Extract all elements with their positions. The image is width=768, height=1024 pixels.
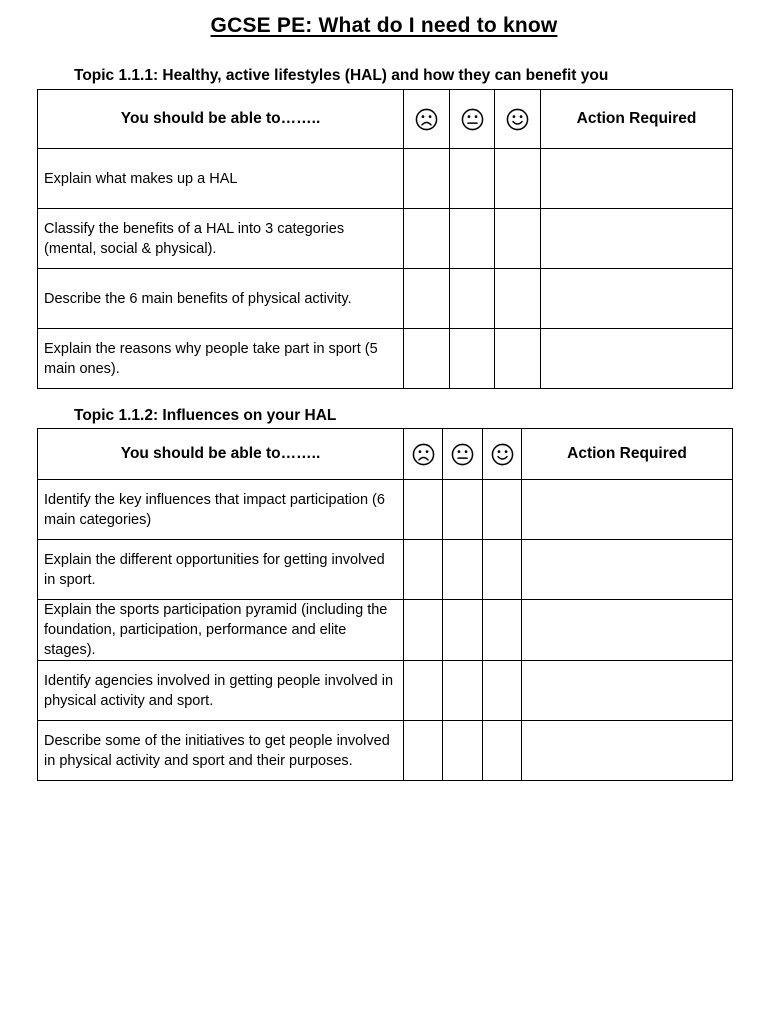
sad-rating-cell[interactable] [404, 209, 450, 269]
sad-face-icon [412, 443, 435, 466]
neutral-rating-cell[interactable] [443, 721, 483, 781]
checklist-table-topic-1-1-2 [37, 428, 733, 781]
table-row [38, 269, 733, 329]
table-row [38, 661, 733, 721]
happy-rating-cell[interactable] [483, 721, 522, 781]
neutral-rating-cell[interactable] [443, 540, 483, 600]
neutral-rating-cell[interactable] [443, 600, 483, 661]
task-description: Describe some of the initiatives to get people involved in physical activity and sport and their purposes. [38, 721, 404, 781]
sad-rating-cell[interactable] [404, 480, 443, 540]
happy-rating-cell[interactable] [483, 480, 522, 540]
happy-rating-cell[interactable] [495, 149, 541, 209]
task-description: Classify the benefits of a HAL into 3 categories (mental, social & physical). [38, 209, 404, 269]
action-required-cell[interactable] [522, 480, 733, 540]
action-required-cell[interactable] [541, 329, 733, 389]
action-column-header: Action Required [541, 90, 733, 149]
sad-rating-cell[interactable] [404, 149, 450, 209]
happy-rating-header [483, 429, 522, 480]
sad-rating-cell[interactable] [404, 540, 443, 600]
happy-rating-cell[interactable] [483, 661, 522, 721]
sad-face-icon [415, 108, 438, 131]
happy-rating-cell[interactable] [495, 329, 541, 389]
happy-face-icon [506, 108, 529, 131]
sad-rating-header [404, 90, 450, 149]
task-description: Explain the sports participation pyramid (including the foundation, participation, performance and elite stages). [38, 600, 404, 661]
neutral-rating-header [450, 90, 495, 149]
sad-rating-cell[interactable] [404, 269, 450, 329]
table-row [38, 209, 733, 269]
task-description: Describe the 6 main benefits of physical activity. [38, 269, 404, 329]
neutral-rating-cell[interactable] [450, 329, 495, 389]
neutral-rating-cell[interactable] [443, 480, 483, 540]
task-description: Identify the key influences that impact participation (6 main categories) [38, 480, 404, 540]
table-header-row [38, 90, 733, 149]
table-row [38, 149, 733, 209]
table-row [38, 480, 733, 540]
neutral-face-icon [461, 108, 484, 131]
neutral-rating-cell[interactable] [443, 661, 483, 721]
table-row [38, 721, 733, 781]
action-required-cell[interactable] [541, 209, 733, 269]
neutral-rating-header [443, 429, 483, 480]
action-required-cell[interactable] [522, 600, 733, 661]
neutral-rating-cell[interactable] [450, 269, 495, 329]
task-description: Explain the different opportunities for getting involved in sport. [38, 540, 404, 600]
sad-rating-cell[interactable] [404, 329, 450, 389]
happy-rating-cell[interactable] [495, 269, 541, 329]
sad-rating-cell[interactable] [404, 721, 443, 781]
action-column-header: Action Required [522, 429, 733, 480]
action-required-cell[interactable] [522, 540, 733, 600]
table-row [38, 600, 733, 661]
sad-rating-cell[interactable] [404, 600, 443, 661]
page-title: GCSE PE: What do I need to know [210, 14, 558, 37]
neutral-rating-cell[interactable] [450, 149, 495, 209]
task-description: Explain the reasons why people take part in sport (5 main ones). [38, 329, 404, 389]
sad-rating-header [404, 429, 443, 480]
sad-rating-cell[interactable] [404, 661, 443, 721]
task-description: Identify agencies involved in getting people involved in physical activity and sport. [38, 661, 404, 721]
action-required-cell[interactable] [541, 149, 733, 209]
happy-rating-cell[interactable] [483, 600, 522, 661]
topic-heading: Topic 1.1.1: Healthy, active lifestyles (HAL) and how they can benefit you [74, 67, 609, 84]
action-required-cell[interactable] [522, 721, 733, 781]
task-column-header: You should be able to…….. [38, 90, 404, 149]
happy-face-icon [491, 443, 514, 466]
task-description: Explain what makes up a HAL [38, 149, 404, 209]
action-required-cell[interactable] [541, 269, 733, 329]
neutral-face-icon [451, 443, 474, 466]
table-row [38, 329, 733, 389]
table-header-row [38, 429, 733, 480]
happy-rating-cell[interactable] [495, 209, 541, 269]
task-column-header: You should be able to…….. [38, 429, 404, 480]
neutral-rating-cell[interactable] [450, 209, 495, 269]
happy-rating-cell[interactable] [483, 540, 522, 600]
happy-rating-header [495, 90, 541, 149]
checklist-table-topic-1-1-1 [37, 89, 733, 389]
topic-heading: Topic 1.1.2: Influences on your HAL [74, 407, 337, 424]
table-row [38, 540, 733, 600]
action-required-cell[interactable] [522, 661, 733, 721]
